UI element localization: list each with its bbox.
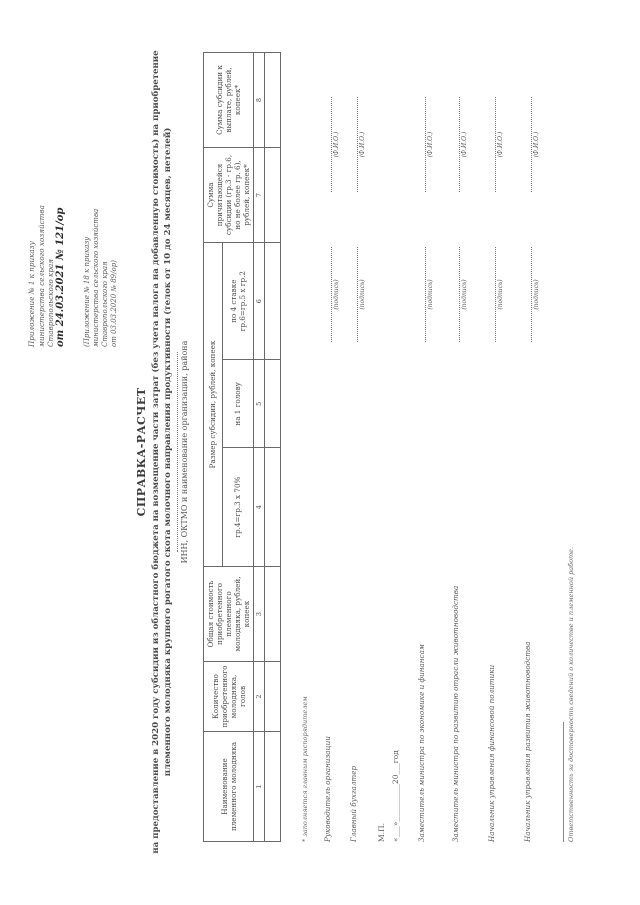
name-caption: (Ф.И.О.) bbox=[333, 131, 340, 158]
inn-caption-line bbox=[177, 7, 189, 897]
inn-caption: ИНН, ОКТМО и наименование организации, района bbox=[180, 340, 189, 564]
table-cell bbox=[265, 662, 281, 732]
table-footnote: * заполняется главным распорядителем bbox=[301, 696, 309, 842]
column-number: 8 bbox=[254, 53, 265, 148]
header-cell: Сумма причитающейся субсидии (гр.3 - гр.6, но не более гр. 6), рублей, копеек* bbox=[204, 148, 254, 243]
column-number: 1 bbox=[254, 732, 265, 842]
header-cell: Наименование племенного молодняка bbox=[204, 732, 254, 842]
signature-label: Заместитель министра по экономике и финансам bbox=[417, 644, 426, 842]
table-cell bbox=[265, 360, 281, 448]
header-cell-top: по 4 ставке bbox=[228, 279, 238, 323]
reference-line: от 03.03.2020 № 89/ор) bbox=[110, 260, 118, 347]
footer-text: Ответственность за достоверность сведений о количестве и племенной работе. bbox=[567, 546, 575, 842]
signature-label: Начальник управления финансовой политики bbox=[487, 664, 496, 842]
name-caption: (Ф.И.О.) bbox=[497, 131, 504, 158]
signature-caption: (подпись) bbox=[461, 279, 468, 310]
signature-line bbox=[331, 247, 332, 342]
signature-line bbox=[459, 247, 460, 342]
column-number: 2 bbox=[254, 662, 265, 732]
signature-caption: (подпись) bbox=[427, 279, 434, 310]
signature-label: Главный бухгалтер bbox=[349, 765, 358, 842]
document-subtitle: на предоставление в 2020 году субсидии из областного бюджета на возмещение части затрат (без учета налога на добавленную стоимость) на приобретение племенного молодняка крупного рогатого скота молочного направления продуктивности (телок от 10 до 24 месяцев, нетелей) bbox=[151, 50, 173, 854]
column-number: 7 bbox=[254, 148, 265, 243]
reference-line: (Приложение № 18 к приказу bbox=[83, 236, 91, 347]
table-cell bbox=[265, 53, 281, 148]
signature-line bbox=[357, 247, 358, 342]
document-title: СПРАВКА-РАСЧЕТ bbox=[135, 387, 148, 517]
signature-row bbox=[523, 52, 545, 842]
table-row bbox=[265, 53, 281, 842]
table-cell bbox=[265, 448, 281, 567]
signature-line bbox=[531, 247, 532, 342]
date-line: «___»__________20___год bbox=[391, 750, 400, 842]
signature-caption: (подпись) bbox=[359, 279, 366, 310]
calculation-table bbox=[203, 52, 281, 842]
table-cell bbox=[265, 567, 281, 662]
signature-row bbox=[417, 52, 439, 842]
table-cell bbox=[265, 732, 281, 842]
signature-row bbox=[451, 52, 473, 842]
table-cell bbox=[265, 148, 281, 243]
column-number: 6 bbox=[254, 243, 265, 360]
signature-caption: (подпись) bbox=[533, 279, 540, 310]
header-cell: на 1 голову bbox=[222, 360, 253, 448]
signature-row bbox=[323, 52, 345, 842]
header-cell: Размер субсидии, рублей, копеек bbox=[204, 243, 223, 567]
column-number-row bbox=[254, 53, 265, 842]
name-line bbox=[331, 97, 332, 192]
name-line bbox=[495, 97, 496, 192]
column-number: 4 bbox=[254, 448, 265, 567]
header-cell: Количество приобретенного молодняка, голов bbox=[204, 662, 254, 732]
signature-line bbox=[425, 247, 426, 342]
name-line bbox=[459, 97, 460, 192]
stamp-place: М.П. bbox=[377, 823, 386, 842]
header-cell: Общая стоимость приобретенного племенного молодняка, рублей, копеек bbox=[204, 567, 254, 662]
column-number: 5 bbox=[254, 360, 265, 448]
approval-handwritten-number: от 24.03.2021 № 121/ор bbox=[54, 207, 66, 347]
name-line bbox=[357, 97, 358, 192]
signature-row bbox=[487, 52, 509, 842]
header-cell: Сумма субсидии к выплате, рублей, копеек* bbox=[204, 53, 254, 148]
reference-line: Ставропольского края bbox=[101, 261, 109, 347]
signature-row bbox=[349, 52, 371, 842]
document-footer bbox=[563, 547, 575, 842]
approval-stamp bbox=[27, 157, 65, 347]
reference-block bbox=[83, 157, 119, 347]
signature-label: Заместитель министра по развитию отрасли животноводства bbox=[451, 585, 460, 842]
approval-line: Приложение № 1 к приказу bbox=[27, 241, 36, 347]
table-cell bbox=[265, 243, 281, 360]
approval-line: министерства сельского хозяйства bbox=[36, 205, 46, 347]
approval-line: Ставропольского края bbox=[46, 259, 55, 347]
header-cell-bottom: гр.6=гр.5 х гр.2 bbox=[237, 271, 247, 332]
name-caption: (Ф.И.О.) bbox=[359, 131, 366, 158]
footer-rule bbox=[563, 722, 564, 842]
name-caption: (Ф.И.О.) bbox=[533, 131, 540, 158]
reference-line: министерства сельского хозяйства bbox=[92, 208, 100, 347]
header-cell: гр.4=гр.3 х 70% bbox=[222, 448, 253, 567]
column-number: 3 bbox=[254, 567, 265, 662]
name-caption: (Ф.И.О.) bbox=[461, 131, 468, 158]
inn-fill-line bbox=[177, 352, 178, 552]
document-sheet bbox=[5, 7, 625, 897]
name-line bbox=[531, 97, 532, 192]
signature-caption: (подпись) bbox=[333, 279, 340, 310]
signature-label: Начальник управления развития животноводства bbox=[523, 641, 532, 842]
name-line bbox=[425, 97, 426, 192]
name-caption: (Ф.И.О.) bbox=[427, 131, 434, 158]
signature-label: Руководитель организации bbox=[323, 736, 332, 842]
table-header-row bbox=[204, 53, 223, 842]
header-cell bbox=[222, 243, 253, 360]
signature-line bbox=[495, 247, 496, 342]
signature-caption: (подпись) bbox=[497, 279, 504, 310]
